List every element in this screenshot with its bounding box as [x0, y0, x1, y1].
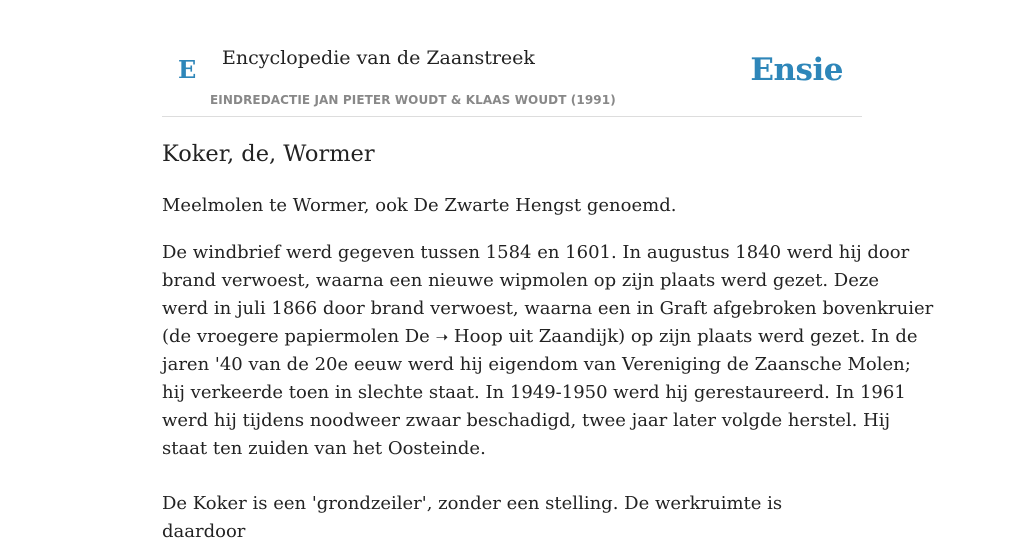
body-line: hij verkeerde toen in slechte staat. In 1949-1950 werd hij gerestaureerd. In 1961 — [162, 382, 906, 403]
xref-arrow-icon: ➝ — [435, 328, 449, 346]
body-paragraph — [162, 239, 934, 463]
xref-link-hoop[interactable] — [436, 326, 626, 347]
site-header — [162, 0, 862, 117]
xref-link-text: Hoop uit Zaandijk) — [453, 326, 626, 347]
body-line: werd in juli 1866 door brand verwoest, waarna een in Graft afgebroken bovenkruier — [162, 298, 934, 319]
body-line-end: op zijn plaats werd gezet. In de — [625, 326, 918, 347]
next-paragraph: De Koker is een 'grondzeiler', zonder een stelling. De werkruimte is daardoor — [162, 493, 783, 542]
page-title: Koker, de, Wormer — [162, 141, 375, 167]
ensie-logo-link[interactable]: Ensie — [750, 52, 843, 88]
book-title[interactable]: Encyclopedie van de Zaanstreek — [222, 47, 535, 69]
body-line: staat ten zuiden van het Oosteinde. — [162, 438, 486, 459]
book-logo-icon[interactable]: E — [178, 55, 197, 84]
editors-line: EINDREDACTIE JAN PIETER WOUDT & KLAAS WOUDT (1991) — [210, 93, 616, 107]
body-line-start: (de vroegere papiermolen De — [162, 326, 436, 347]
body-line: brand verwoest, waarna een nieuwe wipmolen op zijn plaats werd gezet. Deze — [162, 270, 880, 291]
article-page — [162, 0, 934, 542]
body-line: jaren '40 van de 20e eeuw werd hij eigendom van Vereniging de Zaansche Molen; — [162, 354, 911, 375]
body-line-with-xref — [162, 323, 918, 351]
intro-paragraph: Meelmolen te Wormer, ook De Zwarte Hengst genoemd. — [162, 195, 677, 216]
body-line: De windbrief werd gegeven tussen 1584 en 1601. In augustus 1840 werd hij door — [162, 242, 910, 263]
body-line: werd hij tijdens noodweer zwaar beschadigd, twee jaar later volgde herstel. Hij — [162, 410, 891, 431]
